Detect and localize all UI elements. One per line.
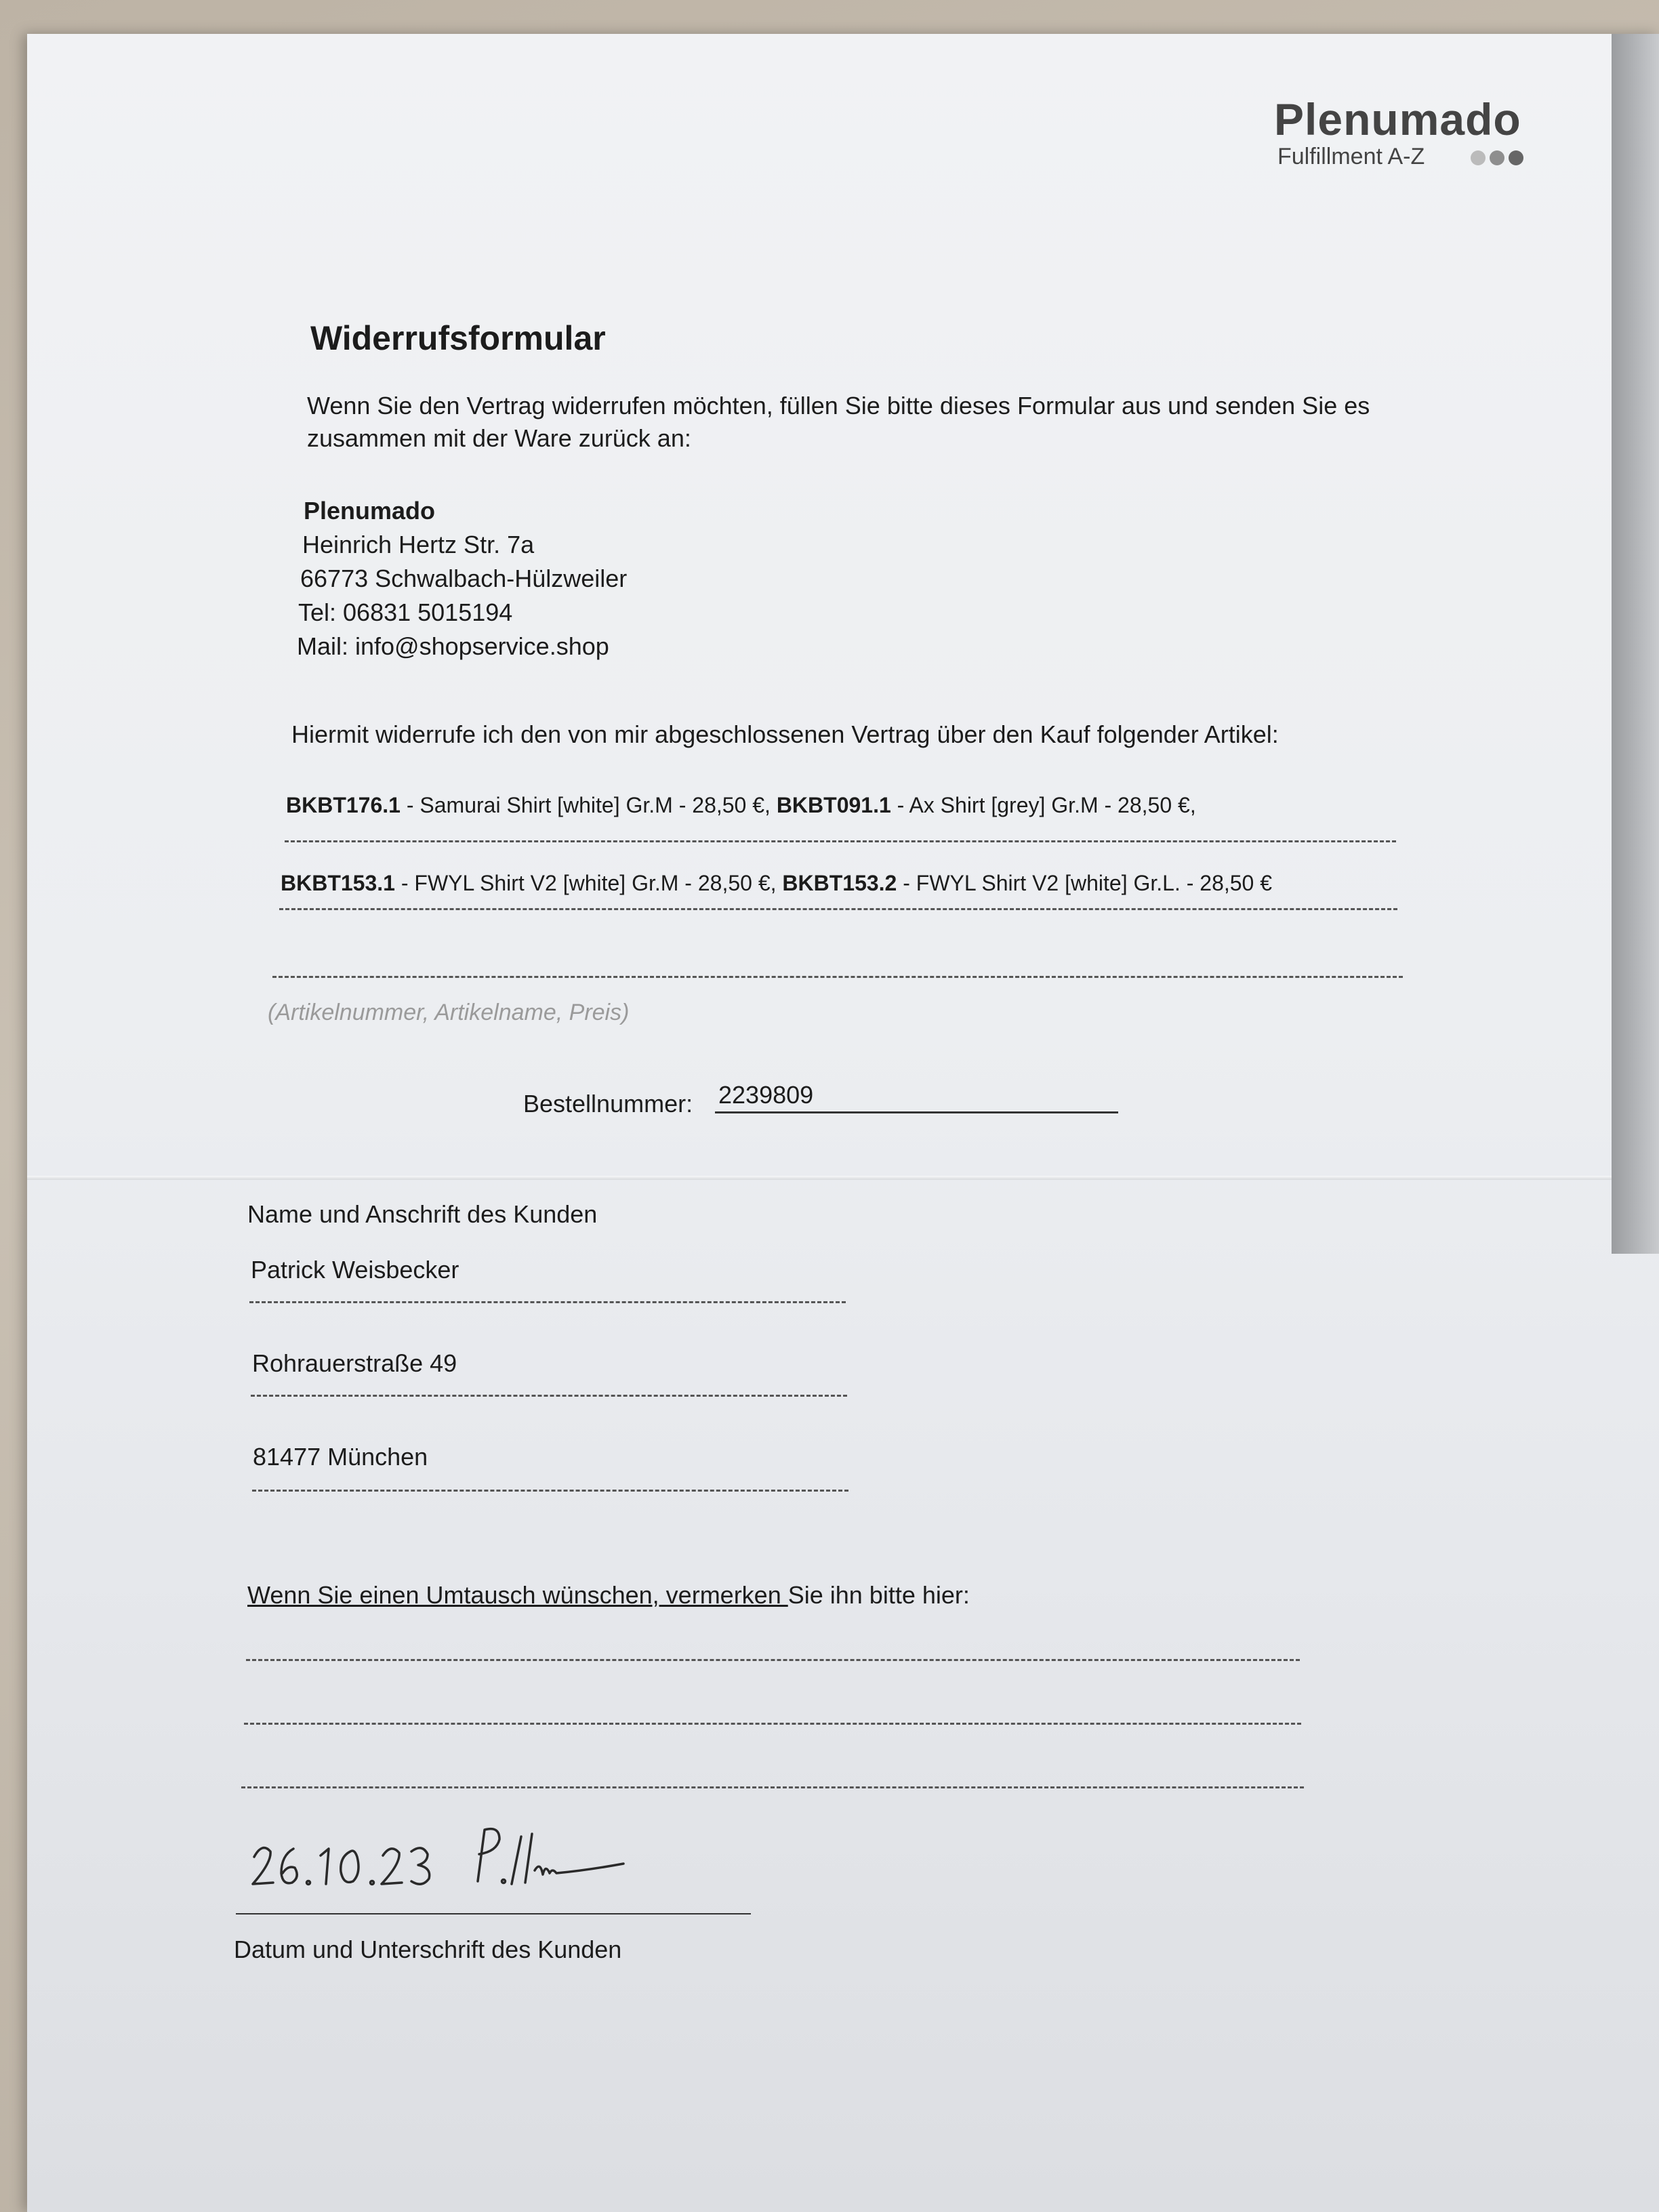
logo-subtitle: Fulfillment A-Z [1277,144,1425,169]
customer-name: Patrick Weisbecker [251,1256,459,1284]
order-underline [715,1111,1118,1113]
item-line-2 [281,871,1272,896]
exchange-line-3 [241,1786,1304,1788]
item-sku: BKBT091.1 [776,793,891,817]
item-line-1 [286,793,1196,818]
address-company: Plenumado [304,497,436,525]
item-desc: - Ax Shirt [grey] Gr.M - 28,50 €, [890,793,1196,817]
logo-dots [1471,150,1523,165]
order-label: Bestellnummer: [523,1090,693,1118]
address-street: Heinrich Hertz Str. 7a [302,531,535,558]
item-desc: - FWYL Shirt V2 [white] Gr.L. - 28,50 € [897,871,1273,895]
signature-caption: Datum und Unterschrift des Kunden [234,1936,622,1963]
form-title: Widerrufsformular [310,319,606,357]
item-line-1-dashes [285,840,1396,842]
exchange-line-2 [244,1723,1301,1725]
withdrawal-statement: Hiermit widerrufe ich den von mir abgeschlossenen Vertrag über den Kauf folgender Artikel: [291,720,1279,748]
customer-street-dashes [251,1395,847,1397]
page-edge-shadow [1612,34,1659,1254]
item-line-3-dashes [272,976,1403,978]
customer-heading: Name und Anschrift des Kunden [247,1200,598,1228]
customer-street: Rohrauerstraße 49 [252,1349,457,1377]
items-hint: (Artikelnummer, Artikelname, Preis) [268,1000,630,1025]
address-phone: Tel: 06831 5015194 [298,598,513,626]
logo-dot-3 [1509,150,1523,165]
address-city: 66773 Schwalbach-Hülzweiler [300,565,628,592]
intro-line-2: zusammen mit der Ware zurück an: [307,424,691,452]
handwritten-date-signature [234,1816,640,1925]
item-desc: - Samurai Shirt [white] Gr.M - 28,50 €, [400,793,777,817]
item-sku: BKBT153.1 [281,871,395,895]
item-line-2-dashes [279,908,1397,910]
order-number: 2239809 [718,1081,814,1109]
item-desc: - FWYL Shirt V2 [white] Gr.M - 28,50 €, [394,871,783,895]
customer-city: 81477 München [253,1443,428,1471]
logo-dot-2 [1490,150,1504,165]
item-sku: BKBT176.1 [286,793,401,817]
item-sku: BKBT153.2 [782,871,897,895]
logo-name: Plenumado [1274,94,1521,144]
exchange-line-1 [246,1659,1300,1661]
customer-name-dashes [249,1301,846,1303]
intro-line-1: Wenn Sie den Vertrag widerrufen möchten, füllen Sie bitte dieses Formular aus und senden Sie es [307,392,1370,419]
signature-underline [236,1913,751,1914]
address-mail: Mail: info@shopservice.shop [297,632,609,660]
paper-fold [27,1176,1659,1180]
exchange-prompt-underlined: Wenn Sie einen Umtausch wünschen, vermerken [247,1581,788,1609]
exchange-prompt-rest: Sie ihn bitte hier: [787,1581,970,1609]
exchange-prompt [247,1579,970,1612]
logo-dot-1 [1471,150,1486,165]
customer-city-dashes [252,1490,848,1492]
